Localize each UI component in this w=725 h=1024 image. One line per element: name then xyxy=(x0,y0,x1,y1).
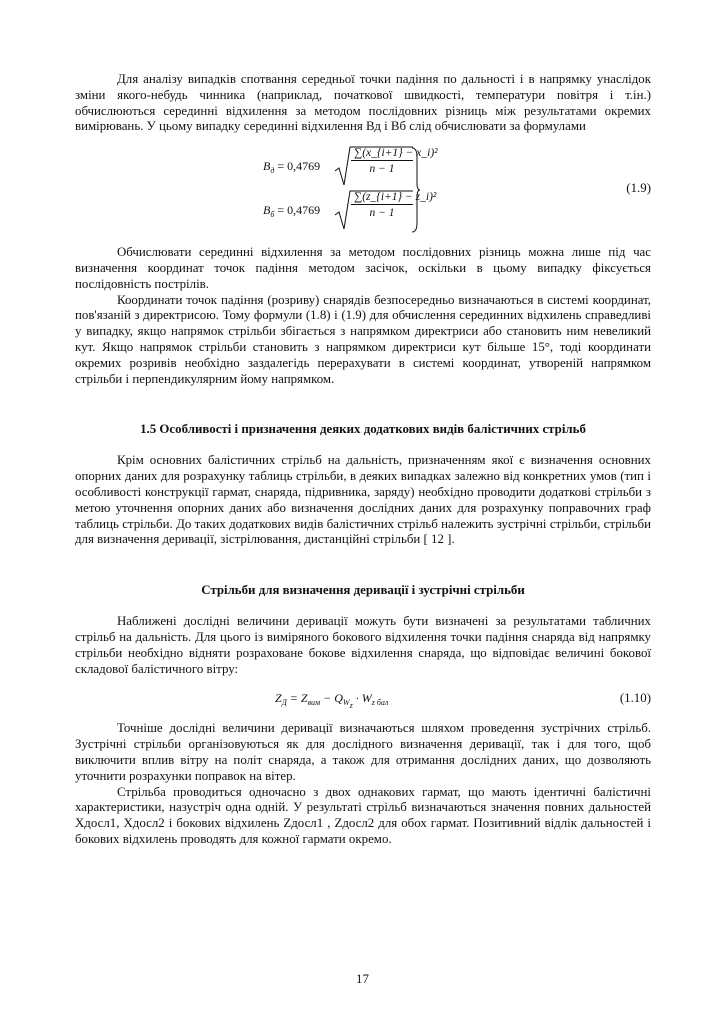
subsection-heading-derivation: Стрільби для визначення деривації і зустрічні стрільби xyxy=(201,583,525,598)
paragraph-sequential: Обчислювати серединні відхилення за методом послідовних різниць можна лише під час визначення координат точок падіння методом засічок, оскільки в цьому випадку фіксується послідовність пострілів. xyxy=(75,245,651,291)
paragraph-two-guns: Стрільба проводиться одночасно з двох однакових гармат, що мають ідентичні балістичні характеристики, назустріч одна одній. У результаті стрільб визначаються значення повних дальностей Xдосл1, Xдосл2 і бокових відхилень Zдосл1 , Zдосл2 для обох гармат. Позитивний відлік дальностей і бокових відхилень проводять для кожної гармати окремо. xyxy=(75,784,651,846)
eq19-line2-lhs: $B_б = 0,4769$ xyxy=(263,203,321,220)
equation-1-9 xyxy=(75,145,651,237)
paragraph-coordinates: Координати точок падіння (розриву) снарядів безпосередньо визначаються в системі координат, пов'язаній з директрисою. Тому формули (1.8) і (1.9) для обчислення серединних відхилень справедливі у випадку, якщо напрямок стрільби збігається з напрямком директриси або становить ним невеликий кут. Якщо напрямок стрільби становить з напрямком директриси кут більше 15°, тоді координати окремих розривів необхідно заздалегідь перерахувати в системі координат, утвореній напрямком стрільби і перпендикулярним йому напрямком. xyxy=(75,292,651,386)
paragraph-additional-firing: Крім основних балістичних стрільб на дальність, призначенням якої є визначення основних опорних даних для розрахунку таблиць стрільби, в деяких випадках залежно від конкретних умов (тип і особливості конструкції гармат, снаряда, підривника, заряду) необхідно проводити додаткові стрільби з метою уточнення опорних даних або визначення дослідних даних для розрахунку поправочних граф таблиць стрільби. До таких додаткових видів балістичних стрільб належить зустрічні стрільби, стрільби для визначення деривації, зістрілювання, дистанційні стрільби [ 12 ]. xyxy=(75,453,651,547)
paragraph-derivation: Наближені дослідні величини деривації можуть бути визначені за результатами табличних стрільб на дальність. Для цього із виміряного бокового відхилення точки падіння снаряда від напрямку стрільби необхідно відняти розраховане бокове відхилення снаряда, що відповідає величині бокової складової балістичного вітру: xyxy=(75,614,651,676)
eq19-line1-lhs: $B_д = 0,4769$ xyxy=(263,159,321,176)
eq110-expression: $Z_Д = Z_{вим} - Q_{W_z} \cdot W_{z бал}$ xyxy=(275,691,389,711)
paragraph-intro: Для аналізу випадків спотвання середньої точки падіння по дальності і в напрямку унаслідок зміни якого-небудь чинника (наприклад, початкової швидкості, температури повітря і т.ін.) обчислюються серединні відхилення за методом послідовних різниць між результатами окремих вимірювань. У цьому випадку серединні відхилення Вд і Вб слід обчислювати за формулами xyxy=(75,72,651,134)
document-page xyxy=(75,72,651,848)
equation-1-10 xyxy=(75,687,651,711)
section-heading-1-5: 1.5 Особливості і призначення деяких додаткових видів балістичних стрільб xyxy=(140,422,586,437)
eq19-number: (1.9) xyxy=(626,181,651,196)
paragraph-counter-firing: Точніше дослідні величини деривації визначаються шляхом проведення зустрічних стрільб. Зустрічні стрільби організовуються як для дослідного визначення деривації, так і для того, щоб виключити вплив вітру на політ снаряда, а також для отримання дослідних даних, що дозволяють уточнити розрахунки поправок на вітер. xyxy=(75,721,651,783)
eq110-number: (1.10) xyxy=(619,691,651,706)
page-number: 17 xyxy=(356,972,369,986)
eq19-frac1: $\frac{\text{∑(x\_\{i+1\} − x\_i)²}}{n - 1}$ xyxy=(351,147,413,175)
eq19-frac2: $\frac{\text{∑(z\_\{i+1\} − z\_i)²}}{n - 1}$ xyxy=(351,191,413,219)
